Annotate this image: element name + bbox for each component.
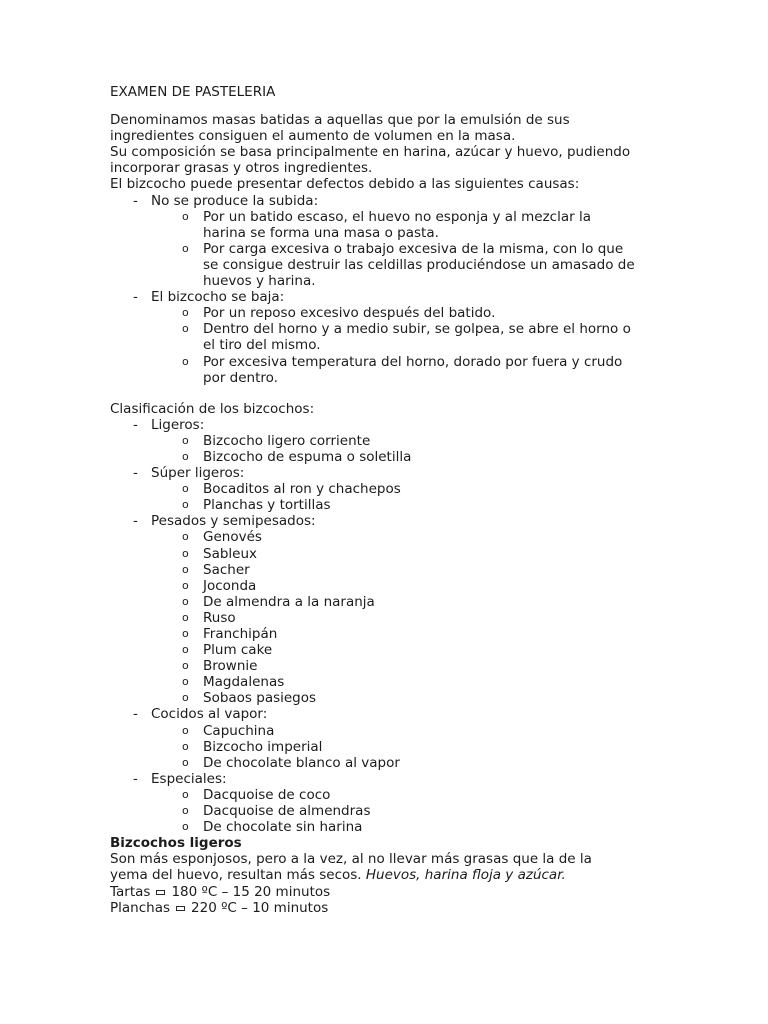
list-item-level2 [110,610,700,626]
text-line [203,642,700,658]
text-line [203,658,700,674]
circle-bullet-marker: o [182,627,189,640]
box-glyph [176,906,185,911]
text-run: Tartas [110,883,151,900]
circle-bullet-marker: o [182,241,189,255]
text-run: Magdalenas [203,674,285,691]
text-line [110,112,700,128]
text-run: incorporar grasas y otros ingredientes. [110,160,373,177]
circle-bullet-marker: o [182,755,189,769]
list-item-level2 [110,723,700,739]
text-line [203,594,700,610]
text-line [203,305,700,321]
dash-bullet-marker: - [133,770,138,787]
text-run: Por un batido escaso, el huevo no esponja y al mezclar la [203,208,591,225]
circle-bullet-marker: o [182,804,189,818]
text-line [203,803,700,819]
text-run: El bizcocho se baja: [151,289,285,306]
circle-bullet-marker: o [182,209,189,223]
list-item-level2 [110,578,700,594]
text-line [151,289,700,305]
text-run: Sableux [203,545,258,562]
list-item-level2 [110,209,700,241]
text-run: Dacquoise de coco [203,786,331,803]
text-line [203,739,700,755]
text-run: Planchas y tortillas [203,497,331,514]
text-line [203,690,700,706]
text-line [203,209,700,225]
list-item-level1 [110,465,700,481]
vertical-space [110,100,700,112]
list-item-level2 [110,594,700,610]
list-item-level2 [110,305,700,321]
text-run: Bizcocho ligero corriente [203,432,371,449]
dash-bullet-marker: - [133,416,138,433]
text-run: 180 ºC – 15 20 minutos [171,883,331,900]
text-line [110,176,700,192]
paragraph [110,144,700,176]
text-run: El bizcocho puede presentar defectos debido a las siguientes causas: [110,176,580,193]
dash-bullet-marker: - [133,289,138,306]
text-run: Por un reposo excesivo después del batido. [203,305,496,322]
text-run: Brownie [203,658,258,675]
text-run: 220 ºC – 10 minutos [191,899,329,916]
text-line [203,225,700,241]
circle-bullet-marker: o [182,433,189,447]
text-line [110,401,700,417]
text-run: Sobaos pasiegos [203,690,317,707]
text-line [203,497,700,513]
circle-bullet-marker: o [182,562,189,576]
text-run: Bizcochos ligeros [110,835,242,852]
list-item-level2 [110,497,700,513]
paragraph [110,176,700,192]
circle-bullet-marker: o [182,498,189,512]
list-item-level1 [110,771,700,787]
text-line [203,578,700,594]
text-line [203,449,700,465]
list-item-level2 [110,481,700,497]
text-line [203,241,700,257]
text-line [203,337,700,353]
circle-bullet-marker: o [182,659,189,673]
circle-bullet-marker: o [182,578,189,592]
text-line [203,546,700,562]
text-run: huevos y harina. [203,273,316,290]
text-line [203,354,700,370]
text-run: harina se forma una masa o pasta. [203,224,439,241]
text-run: Son más esponjosos, pero a la vez, al no llevar más grasas que la de la [110,851,592,868]
text-line [110,84,700,100]
circle-bullet-marker: o [182,739,189,753]
text-line [151,465,700,481]
text-run: el tiro del mismo. [203,337,321,354]
list-item-level2 [110,546,700,562]
circle-bullet-marker: o [182,820,189,834]
text-run: Pesados y semipesados: [151,513,316,530]
list-item-level2 [110,658,700,674]
list-item-level2 [110,674,700,690]
text-run: ingredientes consiguen el aumento de volumen en la masa. [110,128,516,145]
text-run: No se produce la subida: [151,192,319,209]
list-item-level2 [110,562,700,578]
text-run: Capuchina [203,722,275,739]
text-line [203,755,700,771]
text-line [110,160,700,176]
text-line [203,674,700,690]
circle-bullet-marker: o [182,449,189,463]
circle-bullet-marker: o [182,691,189,705]
paragraph [110,900,700,916]
list-item-level1 [110,513,700,529]
text-line [203,321,700,337]
paragraph [110,884,700,900]
text-run: Súper ligeros: [151,465,245,482]
text-run: Ligeros: [151,416,205,433]
box-glyph [156,890,165,895]
document-content [110,84,700,916]
circle-bullet-marker: o [182,723,189,737]
circle-bullet-marker: o [182,546,189,560]
paragraph [110,401,700,417]
text-run: EXAMEN DE PASTELERIA [110,84,276,100]
text-line [151,193,700,209]
list-item-level2 [110,755,700,771]
text-run: Por carga excesiva o trabajo excesiva de la misma, con lo que [203,240,624,257]
text-line [110,900,700,916]
text-run: Bizcocho de espuma o soletilla [203,448,412,465]
circle-bullet-marker: o [182,306,189,320]
list-item-level2 [110,241,700,289]
text-run: Por excesiva temperatura del horno, dorado por fuera y crudo [203,353,623,370]
list-item-level1 [110,417,700,433]
text-run: por dentro. [203,369,278,386]
dash-bullet-marker: - [133,706,138,723]
text-line [151,513,700,529]
circle-bullet-marker: o [182,482,189,496]
text-line [203,481,700,497]
circle-bullet-marker: o [182,594,189,608]
text-line [151,417,700,433]
dash-bullet-marker: - [133,465,138,482]
text-run: se consigue destruir las celdillas produciéndose un amasado de [203,256,635,273]
text-line [110,128,700,144]
list-item-level2 [110,739,700,755]
dash-bullet-marker: - [133,513,138,530]
text-line [110,867,700,883]
list-item-level2 [110,626,700,642]
text-run: Franchipán [203,626,278,642]
list-item-level2 [110,449,700,465]
circle-bullet-marker: o [182,530,189,544]
list-item-level1 [110,193,700,209]
text-line [110,851,700,867]
list-item-level2 [110,321,700,353]
text-run: Clasificación de los bizcochos: [110,400,315,417]
text-run: Especiales: [151,770,227,787]
section-heading [110,835,700,851]
text-run: Su composición se basa principalmente en harina, azúcar y huevo, pudiendo [110,144,631,161]
text-line [203,787,700,803]
text-run: Bocaditos al ron y chachepos [203,481,401,498]
text-run: Ruso [203,609,236,626]
circle-bullet-marker: o [182,675,189,689]
circle-bullet-marker: o [182,787,189,801]
circle-bullet-marker: o [182,610,189,624]
document-title [110,84,700,100]
text-run: Joconda [203,577,257,594]
list-item-level2 [110,354,700,386]
list-item-level2 [110,642,700,658]
list-item-level2 [110,803,700,819]
text-line [203,610,700,626]
text-line [203,433,700,449]
list-item-level2 [110,529,700,545]
text-line [203,257,700,273]
text-run: De chocolate blanco al vapor [203,754,400,771]
text-line [110,884,700,900]
list-item-level1 [110,706,700,722]
text-run: Plum cake [203,642,273,659]
text-line [203,529,700,545]
circle-bullet-marker: o [182,322,189,336]
text-run: Cocidos al vapor: [151,706,268,723]
text-run: Planchas [110,899,171,916]
text-line [203,723,700,739]
text-run: Dacquoise de almendras [203,803,371,820]
circle-bullet-marker: o [182,354,189,368]
text-line [203,819,700,835]
text-run: Sacher [203,561,250,578]
text-line [110,835,700,851]
text-line [110,144,700,160]
text-line [203,562,700,578]
text-run: Genovés [203,529,262,546]
text-run: Dentro del horno y a medio subir, se golpea, se abre el horno o [203,321,631,338]
list-item-level2 [110,690,700,706]
text-line [203,626,700,642]
text-run: yema del huevo, resultan más secos. [110,867,366,884]
paragraph [110,112,700,144]
dash-bullet-marker: - [133,192,138,209]
text-run: De almendra a la naranja [203,593,375,610]
list-item-level2 [110,787,700,803]
text-run: Bizcocho imperial [203,738,323,755]
list-item-level1 [110,289,700,305]
text-line [151,706,700,722]
text-run: Denominamos masas batidas a aquellas que por la emulsión de sus [110,112,570,129]
text-line [203,370,700,386]
vertical-space [110,386,700,401]
circle-bullet-marker: o [182,643,189,657]
text-line [203,273,700,289]
list-item-level2 [110,819,700,835]
paragraph [110,851,700,883]
list-item-level2 [110,433,700,449]
text-run: De chocolate sin harina [203,819,363,836]
italic-text-run: Huevos, harina floja y azúcar. [365,867,566,884]
text-line [151,771,700,787]
